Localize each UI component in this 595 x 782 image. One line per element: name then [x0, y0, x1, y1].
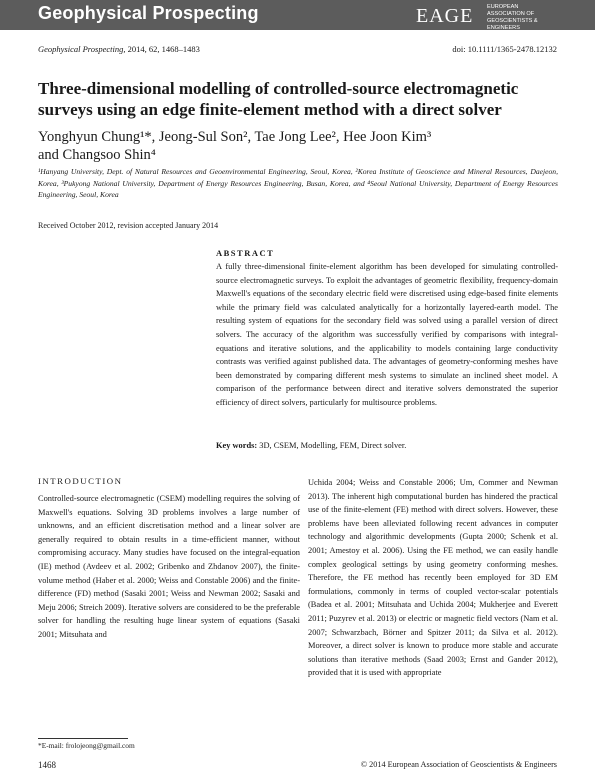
page-number: 1468 — [38, 760, 56, 770]
introduction-heading: INTRODUCTION — [38, 476, 123, 486]
eage-logo: EAGE — [416, 5, 474, 27]
article-title: Three-dimensional modelling of controlled-source electromagnetic surveys using an edge finite-element method with a direct solver — [38, 79, 519, 119]
introduction-text-left: Controlled-source electromagnetic (CSEM) modelling requires the solving of Maxwell's equations. Solving 3D problems involves a large number of unknowns, and an efficient discretisation method and a linear solver are generally required to obtain results in a time-efficient manner, without compromising accuracy. Many studies have focused on the integral-equation (IE) method (Avdeev et al. 2002; Gribenko and Zhdanov 2007), the finite-volume method (Haber et al. 2000; Weiss and Constable 2006) and the finite-difference (FD) method (Sasaki 2001; Weiss and Newman 2002; Sasaki and Meju 2006; Streich 2009). Iterative solvers are considered to be the preferable solver for handling the resulting huge linear system of equations (Sasaki 2001; Mitsuhata and — [38, 494, 300, 639]
keywords-list: 3D, CSEM, Modelling, FEM, Direct solver. — [259, 441, 407, 450]
citation-details: 2014, 62, 1468–1483 — [127, 44, 200, 54]
journal-name: Geophysical Prospecting — [38, 3, 259, 23]
affiliations: ¹Hanyang University, Dept. of Natural Resources and Geoenvironmental Engineering, Seoul, Korea, ²Korea Institute of Geoscience and Mineral Resources, Daejeon, Korea, ³Pukyong National University, Department of Energy Resources Engineering, Busan, Korea, and ⁴Seoul National University, Department of Energy Resources Engineering, Seoul, Korea — [38, 167, 558, 199]
introduction-text-right: Uchida 2004; Weiss and Constable 2006; Um, Commer and Newman 2013). The inherent high computational burden has hindered the practical use of the finite-element (FE) method with direct solvers. However, these problems have been alleviated following recent advances in computer technology and algorithmic developments (Gupta 2000; Schenk et al. 2001; Amestoy et al. 2006). Using the FE method, we can easily handle complex geological settings by using geometry conforming meshes. Therefore, the FE method has recently been employed for 3D EM formulations, commonly in terms of coupled vector-scalar potentials (Badea et al. 2001; Mitsuhata and Uchida 2004; Mukherjee and Everett 2011; Puzyrev et al. 2013) or electric or magnetic field vectors (Nam et al. 2007; Schwarzbach, Börner and Spitzer 2011; da Silva et al. 2012). Moreover, a direct solver is known to produce more stable and accurate solutions than iterative methods (Saad 2003; Ernst and Gander 2012), provided that it is used with appropriate — [308, 478, 558, 678]
received-date: Received October 2012, revision accepted January 2014 — [38, 221, 219, 230]
citation-journal: Geophysical Prospecting, — [38, 44, 126, 54]
footnote-divider — [38, 738, 128, 739]
authors-line-2: and Changsoo Shin⁴ — [38, 147, 156, 163]
abstract-section — [216, 248, 558, 410]
keywords — [216, 441, 406, 450]
authors-line-1: Yonghyun Chung¹*, Jeong-Sul Son², Tae Jong Lee², Hee Joon Kim³ — [38, 129, 432, 145]
keywords-label: Key words: — [216, 441, 258, 450]
eage-logo-text: EUROPEAN ASSOCIATION OF GEOSCIENTISTS & ENGINEERS — [487, 4, 538, 31]
doi[interactable]: doi: 10.1111/1365-2478.12132 — [452, 44, 557, 54]
abstract-text: A fully three-dimensional finite-element algorithm has been developed for simulating controlled-source electromagnetic surveys. To exploit the advantages of geometric flexibility, frequency-domain Maxwell's equations of the secondary electric field were discretised using edge-based finite elements while the primary field was calculated analytically for a horizontally layered-earth model. The resulting system of equations for the secondary field was solved using a parallel version of direct solvers. The accuracy of the algorithm was successfully verified by comparisons with integral-equations and iterative solutions, and the applicability to models containing large conductivity contrasts was verified against published data. The advantages of geometry-conforming meshes have been demonstrated by comparing different mesh systems to simulate an inclined sheet model. A comparison of the performance between direct and iterative solvers demonstrated the superior efficiency of direct solvers, particularly for multisource problems. — [216, 262, 558, 407]
abstract-heading: ABSTRACT — [216, 248, 275, 258]
right-column — [308, 476, 558, 680]
journal-banner — [0, 0, 595, 30]
authors — [38, 128, 558, 164]
author-email[interactable]: *E-mail: frolojeong@gmail.com — [38, 741, 135, 750]
copyright: © 2014 European Association of Geoscientists & Engineers — [360, 760, 557, 769]
citation — [38, 44, 200, 54]
left-column — [38, 476, 300, 642]
